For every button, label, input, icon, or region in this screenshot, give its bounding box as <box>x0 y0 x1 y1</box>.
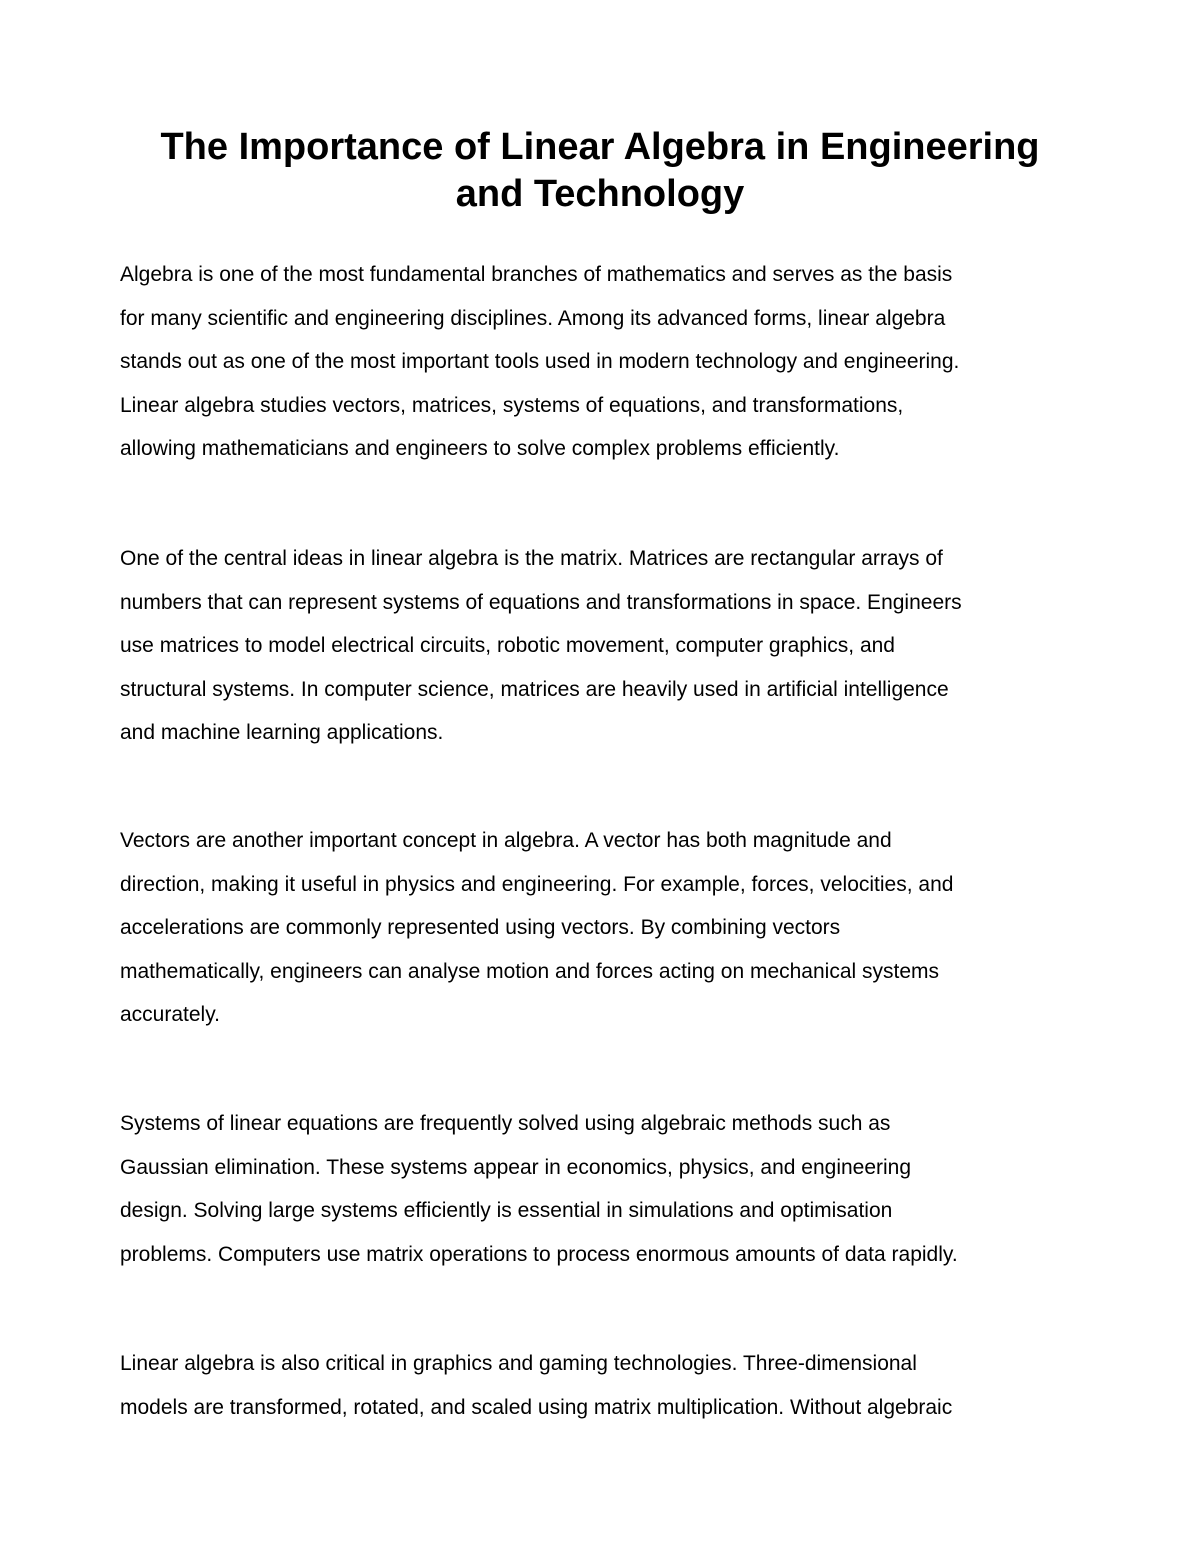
text-line: use matrices to model electrical circuits, robotic movement, computer graphics, and <box>120 634 895 657</box>
text-line: accelerations are commonly represented using vectors. By combining vectors <box>120 916 841 939</box>
paragraph-linear-systems <box>120 1102 1110 1276</box>
text-line: and machine learning applications. <box>120 721 444 744</box>
text-line: problems. Computers use matrix operations to process enormous amounts of data rapidly. <box>120 1242 958 1266</box>
text-line: mathematically, engineers can analyse motion and forces acting on mechanical systems <box>120 959 940 983</box>
title-line: The Importance of Linear Algebra in Engineering <box>160 126 1040 168</box>
paragraph-graphics <box>120 1342 1110 1429</box>
text-line: Linear algebra is also critical in graphics and gaming technologies. Three-dimensional <box>120 1352 917 1375</box>
text-line: Gaussian elimination. These systems appear in economics, physics, and engineering <box>120 1155 912 1179</box>
text-line: direction, making it useful in physics and engineering. For example, forces, velocities, and <box>120 872 954 896</box>
text-line: models are transformed, rotated, and scaled using matrix multiplication. Without algebraic <box>120 1395 953 1419</box>
paragraph-intro <box>120 253 1110 471</box>
text-line: stands out as one of the most important tools used in modern technology and engineering. <box>120 350 960 373</box>
text-line: for many scientific and engineering disciplines. Among its advanced forms, linear algebra <box>120 306 946 330</box>
paragraph-vectors <box>120 819 1110 1037</box>
document-title <box>100 124 1100 218</box>
text-line: design. Solving large systems efficiently is essential in simulations and optimisation <box>120 1199 893 1222</box>
text-line: One of the central ideas in linear algebra is the matrix. Matrices are rectangular arrays of <box>120 547 943 570</box>
text-line: Vectors are another important concept in algebra. A vector has both magnitude and <box>120 829 892 852</box>
text-line: structural systems. In computer science, matrices are heavily used in artificial intelligence <box>120 677 949 701</box>
text-line: accurately. <box>120 1003 220 1026</box>
title-line: and Technology <box>455 173 745 215</box>
text-line: numbers that can represent systems of equations and transformations in space. Engineers <box>120 590 962 614</box>
paragraph-matrices <box>120 537 1110 755</box>
text-line: Algebra is one of the most fundamental branches of mathematics and serves as the basis <box>120 263 953 286</box>
text-line: Systems of linear equations are frequently solved using algebraic methods such as <box>120 1112 891 1135</box>
text-line: allowing mathematicians and engineers to solve complex problems efficiently. <box>120 437 840 460</box>
text-line: Linear algebra studies vectors, matrices, systems of equations, and transformations, <box>120 393 904 417</box>
